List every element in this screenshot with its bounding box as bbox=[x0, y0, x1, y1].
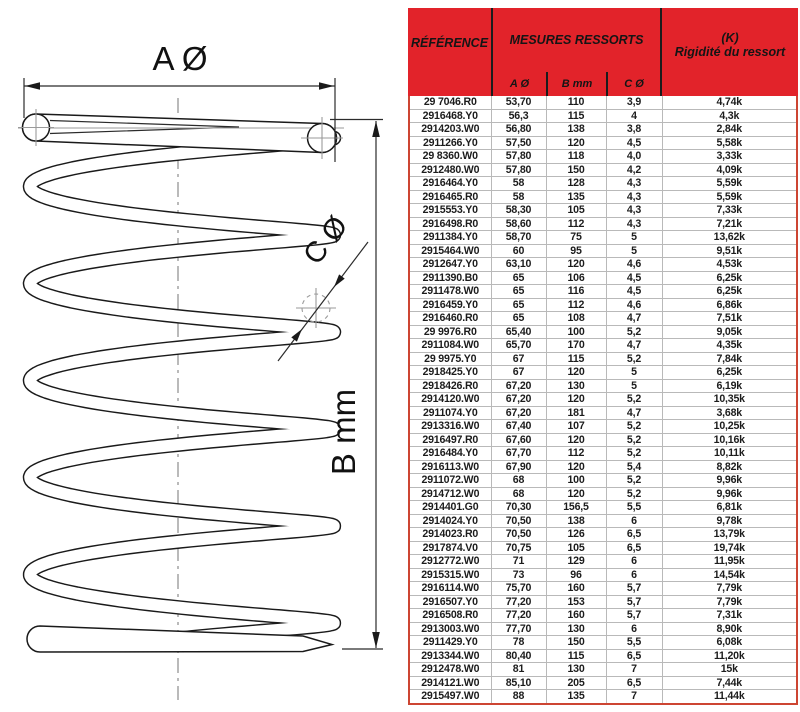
b-length-cell: 108 bbox=[546, 312, 606, 326]
header-rigidity bbox=[662, 8, 798, 96]
dim-a-arrow-right bbox=[319, 82, 334, 90]
reference-cell: 2914401.G0 bbox=[410, 501, 491, 515]
rigidity-cell: 4,53k bbox=[662, 258, 796, 272]
reference-cell: 2914203.W0 bbox=[410, 123, 491, 137]
rigidity-cell: 6,81k bbox=[662, 501, 796, 515]
rigidity-cell: 8,82k bbox=[662, 460, 796, 474]
b-length-cell: 160 bbox=[546, 609, 606, 623]
b-length-cell: 156,5 bbox=[546, 501, 606, 515]
a-diameter-cell: 75,70 bbox=[491, 582, 546, 596]
reference-cell: 2914120.W0 bbox=[410, 393, 491, 407]
c-wire-cell: 4,5 bbox=[606, 136, 662, 150]
b-length-cell: 105 bbox=[546, 204, 606, 218]
a-diameter-cell: 56,3 bbox=[491, 109, 546, 123]
c-wire-cell: 4,0 bbox=[606, 150, 662, 164]
a-diameter-cell: 67,60 bbox=[491, 433, 546, 447]
a-diameter-cell: 70,30 bbox=[491, 501, 546, 515]
c-wire-cell: 4,7 bbox=[606, 406, 662, 420]
a-diameter-cell: 58,60 bbox=[491, 217, 546, 231]
a-diameter-cell: 78 bbox=[491, 636, 546, 650]
table-row bbox=[410, 123, 796, 137]
a-diameter-cell: 67,40 bbox=[491, 420, 546, 434]
reference-cell: 2916114.W0 bbox=[410, 582, 491, 596]
c-wire-cell: 3,8 bbox=[606, 123, 662, 137]
reference-cell: 2914712.W0 bbox=[410, 487, 491, 501]
table-row bbox=[410, 555, 796, 569]
table-row bbox=[410, 568, 796, 582]
b-length-cell: 138 bbox=[546, 123, 606, 137]
rigidity-cell: 7,51k bbox=[662, 312, 796, 326]
subheader-row bbox=[493, 72, 660, 96]
b-length-cell: 120 bbox=[546, 487, 606, 501]
a-diameter-cell: 67,20 bbox=[491, 406, 546, 420]
c-wire-cell: 5 bbox=[606, 231, 662, 245]
rigidity-cell: 7,84k bbox=[662, 352, 796, 366]
rigidity-cell: 11,95k bbox=[662, 555, 796, 569]
rigidity-cell: 5,59k bbox=[662, 177, 796, 191]
reference-cell: 2914023.R0 bbox=[410, 528, 491, 542]
c-wire-cell: 4,3 bbox=[606, 204, 662, 218]
dim-a-arrow-left bbox=[25, 82, 40, 90]
c-wire-cell: 7 bbox=[606, 690, 662, 703]
c-wire-cell: 7 bbox=[606, 663, 662, 677]
b-length-cell: 100 bbox=[546, 474, 606, 488]
rigidity-cell: 7,44k bbox=[662, 676, 796, 690]
table-row bbox=[410, 690, 796, 703]
table-row bbox=[410, 298, 796, 312]
reference-cell: 2917874.V0 bbox=[410, 541, 491, 555]
b-length-cell: 205 bbox=[546, 676, 606, 690]
reference-cell: 2916468.Y0 bbox=[410, 109, 491, 123]
reference-cell: 2911084.W0 bbox=[410, 339, 491, 353]
c-wire-cell: 4,5 bbox=[606, 285, 662, 299]
c-wire-cell: 5,2 bbox=[606, 393, 662, 407]
c-wire-cell: 5,2 bbox=[606, 487, 662, 501]
a-diameter-cell: 63,10 bbox=[491, 258, 546, 272]
rigidity-cell: 7,21k bbox=[662, 217, 796, 231]
reference-cell: 29 7046.R0 bbox=[423, 96, 477, 109]
c-wire-cell: 5,5 bbox=[606, 636, 662, 650]
table-row bbox=[410, 339, 796, 353]
header-measures-title: MESURES RESSORTS bbox=[509, 33, 644, 47]
dim-b-label: B mm bbox=[325, 388, 362, 476]
rigidity-cell: 4,74k bbox=[662, 96, 796, 109]
table-row bbox=[410, 352, 796, 366]
b-length-cell: 126 bbox=[546, 528, 606, 542]
table-header bbox=[408, 8, 798, 96]
b-length-cell: 120 bbox=[546, 393, 606, 407]
table-row bbox=[410, 514, 796, 528]
rigidity-cell: 9,51k bbox=[662, 244, 796, 258]
table-row bbox=[410, 528, 796, 542]
c-wire-cell: 4,6 bbox=[606, 258, 662, 272]
rigidity-cell: 9,96k bbox=[662, 487, 796, 501]
table-row bbox=[410, 393, 796, 407]
c-wire-cell: 4,7 bbox=[606, 312, 662, 326]
rigidity-cell: 7,33k bbox=[662, 204, 796, 218]
reference-cell: 2914121.W0 bbox=[410, 676, 491, 690]
reference-cell: 2912647.Y0 bbox=[410, 258, 491, 272]
a-diameter-cell: 65 bbox=[491, 312, 546, 326]
table-row bbox=[410, 271, 796, 285]
rigidity-cell: 19,74k bbox=[662, 541, 796, 555]
reference-cell: 29 8360.W0 bbox=[410, 150, 491, 164]
b-length-cell: 112 bbox=[546, 447, 606, 461]
a-diameter-cell: 57,80 bbox=[491, 163, 546, 177]
rigidity-cell: 7,79k bbox=[662, 595, 796, 609]
a-diameter-cell: 65 bbox=[491, 298, 546, 312]
b-length-cell: 107 bbox=[546, 420, 606, 434]
b-length-cell: 181 bbox=[546, 406, 606, 420]
c-wire-cell: 3,9 bbox=[606, 96, 662, 109]
dim-c-label: C Ø bbox=[297, 210, 355, 271]
rigidity-cell: 10,35k bbox=[662, 393, 796, 407]
c-wire-cell: 4,5 bbox=[606, 271, 662, 285]
reference-cell: 2918425.Y0 bbox=[410, 366, 491, 380]
b-length-cell: 95 bbox=[546, 244, 606, 258]
c-wire-cell: 6 bbox=[606, 514, 662, 528]
b-length-cell: 160 bbox=[546, 582, 606, 596]
table-row bbox=[410, 325, 796, 339]
rigidity-cell: 8,90k bbox=[662, 622, 796, 636]
reference-cell: 2915497.W0 bbox=[410, 690, 491, 703]
a-diameter-cell: 65,40 bbox=[491, 325, 546, 339]
table-row bbox=[410, 420, 796, 434]
table-row bbox=[410, 447, 796, 461]
reference-cell: 2916460.R0 bbox=[410, 312, 491, 326]
c-wire-cell: 5 bbox=[606, 379, 662, 393]
table-row bbox=[410, 258, 796, 272]
c-wire-cell: 6 bbox=[606, 555, 662, 569]
rigidity-cell: 2,84k bbox=[662, 123, 796, 137]
rigidity-cell: 4,09k bbox=[662, 163, 796, 177]
c-wire-cell: 5,2 bbox=[606, 352, 662, 366]
c-wire-cell: 6,5 bbox=[606, 649, 662, 663]
rigidity-cell: 6,19k bbox=[662, 379, 796, 393]
a-diameter-cell: 67,90 bbox=[491, 460, 546, 474]
table-body-frame bbox=[408, 96, 798, 705]
rigidity-cell: 15k bbox=[662, 663, 796, 677]
rigidity-cell: 10,11k bbox=[662, 447, 796, 461]
table-row bbox=[410, 622, 796, 636]
a-diameter-cell: 57,50 bbox=[491, 136, 546, 150]
c-wire-cell: 5,2 bbox=[606, 447, 662, 461]
table-row bbox=[410, 595, 796, 609]
c-wire-cell: 6 bbox=[606, 568, 662, 582]
b-length-cell: 128 bbox=[546, 177, 606, 191]
b-length-cell: 150 bbox=[546, 163, 606, 177]
rigidity-cell: 7,31k bbox=[662, 609, 796, 623]
c-wire-cell: 5,7 bbox=[606, 582, 662, 596]
a-diameter-cell: 88 bbox=[491, 690, 546, 703]
c-wire-cell: 5,2 bbox=[606, 433, 662, 447]
c-wire-cell: 5,4 bbox=[606, 460, 662, 474]
springs-data-table bbox=[410, 96, 796, 703]
rigidity-cell: 10,16k bbox=[662, 433, 796, 447]
reference-cell: 2911390.B0 bbox=[410, 271, 491, 285]
a-diameter-cell: 77,20 bbox=[491, 609, 546, 623]
a-diameter-cell: 70,50 bbox=[491, 514, 546, 528]
a-diameter-cell: 58 bbox=[491, 190, 546, 204]
springs-table bbox=[408, 8, 798, 705]
reference-cell: 2916459.Y0 bbox=[410, 298, 491, 312]
a-diameter-cell: 60 bbox=[491, 244, 546, 258]
table-row bbox=[410, 366, 796, 380]
rigidity-cell: 9,78k bbox=[662, 514, 796, 528]
b-length-cell: 120 bbox=[546, 136, 606, 150]
b-length-cell: 135 bbox=[546, 190, 606, 204]
reference-cell: 2911072.W0 bbox=[410, 474, 491, 488]
b-length-cell: 106 bbox=[546, 271, 606, 285]
c-wire-cell: 5,2 bbox=[606, 420, 662, 434]
a-diameter-cell: 77,20 bbox=[491, 595, 546, 609]
table-row bbox=[410, 217, 796, 231]
a-diameter-cell: 58,70 bbox=[491, 231, 546, 245]
rigidity-cell: 6,25k bbox=[662, 285, 796, 299]
a-diameter-cell: 57,80 bbox=[491, 150, 546, 164]
rigidity-cell: 4,35k bbox=[662, 339, 796, 353]
b-length-cell: 120 bbox=[546, 366, 606, 380]
b-length-cell: 129 bbox=[546, 555, 606, 569]
table-row bbox=[410, 177, 796, 191]
reference-cell: 2918426.R0 bbox=[410, 379, 491, 393]
rigidity-cell: 10,25k bbox=[662, 420, 796, 434]
rigidity-cell: 6,08k bbox=[662, 636, 796, 650]
table-row bbox=[410, 433, 796, 447]
b-length-cell: 130 bbox=[546, 663, 606, 677]
a-diameter-cell: 58 bbox=[491, 177, 546, 191]
b-length-cell: 138 bbox=[546, 514, 606, 528]
rigidity-cell: 9,05k bbox=[662, 325, 796, 339]
header-measures bbox=[491, 8, 662, 96]
a-diameter-cell: 56,80 bbox=[491, 123, 546, 137]
reference-cell: 2916465.R0 bbox=[410, 190, 491, 204]
reference-cell: 2913316.W0 bbox=[410, 420, 491, 434]
b-length-cell: 130 bbox=[546, 622, 606, 636]
reference-cell: 2916508.R0 bbox=[410, 609, 491, 623]
rigidity-cell: 7,79k bbox=[662, 582, 796, 596]
b-length-cell: 115 bbox=[546, 649, 606, 663]
b-length-cell: 135 bbox=[546, 690, 606, 703]
b-length-cell: 112 bbox=[546, 298, 606, 312]
c-wire-cell: 6,5 bbox=[606, 676, 662, 690]
subheader-b-length: B mm bbox=[546, 72, 606, 96]
b-length-cell: 170 bbox=[546, 339, 606, 353]
b-length-cell: 150 bbox=[546, 636, 606, 650]
rigidity-cell: 4,3k bbox=[662, 109, 796, 123]
b-length-cell: 120 bbox=[546, 258, 606, 272]
table-row bbox=[410, 487, 796, 501]
a-diameter-cell: 85,10 bbox=[491, 676, 546, 690]
b-length-cell: 75 bbox=[546, 231, 606, 245]
table-row bbox=[410, 541, 796, 555]
reference-cell: 2916498.R0 bbox=[410, 217, 491, 231]
c-wire-cell: 6,5 bbox=[606, 541, 662, 555]
b-length-cell: 110 bbox=[546, 96, 606, 109]
table-row bbox=[410, 163, 796, 177]
header-rigidity-unit: (K) bbox=[721, 30, 739, 45]
reference-cell: 2911074.Y0 bbox=[410, 406, 491, 420]
rigidity-cell: 13,62k bbox=[662, 231, 796, 245]
a-diameter-cell: 67,20 bbox=[491, 393, 546, 407]
c-wire-cell: 5 bbox=[606, 366, 662, 380]
a-diameter-cell: 70,50 bbox=[491, 528, 546, 542]
dim-b-arrow-top bbox=[372, 121, 380, 137]
reference-cell: 2915315.W0 bbox=[410, 568, 491, 582]
rigidity-cell: 14,54k bbox=[662, 568, 796, 582]
reference-cell: 2916113.W0 bbox=[410, 460, 491, 474]
table-row bbox=[410, 204, 796, 218]
rigidity-cell: 9,96k bbox=[662, 474, 796, 488]
c-wire-cell: 4 bbox=[606, 109, 662, 123]
c-wire-cell: 4,3 bbox=[606, 217, 662, 231]
rigidity-cell: 13,79k bbox=[662, 528, 796, 542]
b-length-cell: 120 bbox=[546, 460, 606, 474]
table-row bbox=[410, 285, 796, 299]
reference-cell: 29 9975.Y0 bbox=[410, 352, 491, 366]
table-row bbox=[410, 609, 796, 623]
reference-cell: 2914024.Y0 bbox=[410, 514, 491, 528]
table-row bbox=[410, 406, 796, 420]
reference-cell: 2912480.W0 bbox=[410, 163, 491, 177]
rigidity-cell: 3,68k bbox=[662, 406, 796, 420]
c-wire-cell: 4,3 bbox=[606, 177, 662, 191]
reference-cell: 2911429.Y0 bbox=[410, 636, 491, 650]
c-wire-cell: 5 bbox=[606, 244, 662, 258]
reference-cell: 2912772.W0 bbox=[410, 555, 491, 569]
reference-cell: 2912478.W0 bbox=[410, 663, 491, 677]
c-wire-cell: 6,5 bbox=[606, 528, 662, 542]
c-wire-cell: 4,2 bbox=[606, 163, 662, 177]
reference-cell: 2916464.Y0 bbox=[410, 177, 491, 191]
reference-cell: 29 9976.R0 bbox=[410, 325, 491, 339]
subheader-a-diameter: A Ø bbox=[509, 78, 530, 90]
b-length-cell: 116 bbox=[546, 285, 606, 299]
rigidity-cell: 11,20k bbox=[662, 649, 796, 663]
c-wire-cell: 4,6 bbox=[606, 298, 662, 312]
c-wire-cell: 5,7 bbox=[606, 595, 662, 609]
header-rigidity-label: Rigidité du ressort bbox=[674, 45, 786, 59]
table-row bbox=[410, 190, 796, 204]
reference-cell: 2911266.Y0 bbox=[410, 136, 491, 150]
a-diameter-cell: 67 bbox=[491, 352, 546, 366]
rigidity-cell: 6,25k bbox=[662, 366, 796, 380]
table-row bbox=[410, 136, 796, 150]
c-wire-cell: 6 bbox=[606, 622, 662, 636]
a-diameter-cell: 65 bbox=[491, 285, 546, 299]
b-length-cell: 130 bbox=[546, 379, 606, 393]
a-diameter-cell: 80,40 bbox=[491, 649, 546, 663]
table-row bbox=[410, 244, 796, 258]
b-length-cell: 100 bbox=[546, 325, 606, 339]
reference-cell: 2915553.Y0 bbox=[410, 204, 491, 218]
reference-cell: 2911384.Y0 bbox=[410, 231, 491, 245]
table-row bbox=[410, 649, 796, 663]
table-row bbox=[410, 379, 796, 393]
b-length-cell: 115 bbox=[546, 352, 606, 366]
reference-cell: 2916484.Y0 bbox=[410, 447, 491, 461]
table-row bbox=[410, 582, 796, 596]
b-length-cell: 115 bbox=[546, 109, 606, 123]
table-body bbox=[410, 96, 796, 703]
table-row bbox=[410, 109, 796, 123]
spring-coil-outline bbox=[30, 138, 334, 638]
b-length-cell: 120 bbox=[546, 433, 606, 447]
table-row bbox=[410, 501, 796, 515]
rigidity-cell: 5,58k bbox=[662, 136, 796, 150]
a-diameter-cell: 77,70 bbox=[491, 622, 546, 636]
a-diameter-cell: 58,30 bbox=[491, 204, 546, 218]
table-row bbox=[410, 663, 796, 677]
a-diameter-cell: 68 bbox=[491, 487, 546, 501]
rigidity-cell: 6,86k bbox=[662, 298, 796, 312]
reference-cell: 2916507.Y0 bbox=[410, 595, 491, 609]
table-row bbox=[410, 636, 796, 650]
c-wire-cell: 5,7 bbox=[606, 609, 662, 623]
b-length-cell: 118 bbox=[546, 150, 606, 164]
reference-cell: 2915464.W0 bbox=[410, 244, 491, 258]
a-diameter-cell: 67,70 bbox=[491, 447, 546, 461]
table-row bbox=[410, 460, 796, 474]
a-diameter-cell: 67,20 bbox=[491, 379, 546, 393]
a-diameter-cell: 70,75 bbox=[491, 541, 546, 555]
b-length-cell: 112 bbox=[546, 217, 606, 231]
rigidity-cell: 3,33k bbox=[662, 150, 796, 164]
b-length-cell: 105 bbox=[546, 541, 606, 555]
rigidity-cell: 6,25k bbox=[662, 271, 796, 285]
reference-cell: 2916497.R0 bbox=[410, 433, 491, 447]
a-diameter-cell: 65 bbox=[491, 271, 546, 285]
a-diameter-cell: 73 bbox=[491, 568, 546, 582]
dim-b-arrow-bottom bbox=[372, 632, 380, 648]
reference-cell: 2913003.W0 bbox=[410, 622, 491, 636]
dim-c-arrow-upper bbox=[334, 274, 345, 287]
reference-cell: 2913344.W0 bbox=[410, 649, 491, 663]
rigidity-cell: 11,44k bbox=[662, 690, 796, 703]
a-diameter-cell: 65,70 bbox=[491, 339, 546, 353]
table-row bbox=[410, 150, 796, 164]
subheader-c-wire: C Ø bbox=[606, 72, 660, 96]
rigidity-cell: 5,59k bbox=[662, 190, 796, 204]
table-row bbox=[410, 312, 796, 326]
a-diameter-cell: 81 bbox=[491, 663, 546, 677]
reference-cell: 2911478.W0 bbox=[410, 285, 491, 299]
b-length-cell: 96 bbox=[546, 568, 606, 582]
c-wire-cell: 4,3 bbox=[606, 190, 662, 204]
c-wire-cell: 4,7 bbox=[606, 339, 662, 353]
table-row bbox=[410, 231, 796, 245]
a-diameter-cell: 67 bbox=[491, 366, 546, 380]
header-reference: RÉFÉRENCE bbox=[410, 36, 489, 50]
a-diameter-cell: 68 bbox=[491, 474, 546, 488]
c-wire-cell: 5,2 bbox=[606, 325, 662, 339]
c-wire-cell: 5,2 bbox=[606, 474, 662, 488]
b-length-cell: 153 bbox=[546, 595, 606, 609]
table-row bbox=[410, 474, 796, 488]
table-row bbox=[410, 676, 796, 690]
a-diameter-cell: 71 bbox=[491, 555, 546, 569]
table-row bbox=[410, 96, 796, 109]
c-wire-cell: 5,5 bbox=[606, 501, 662, 515]
dim-a-label: A Ø bbox=[152, 40, 208, 77]
a-diameter-cell: 53,70 bbox=[491, 96, 546, 109]
